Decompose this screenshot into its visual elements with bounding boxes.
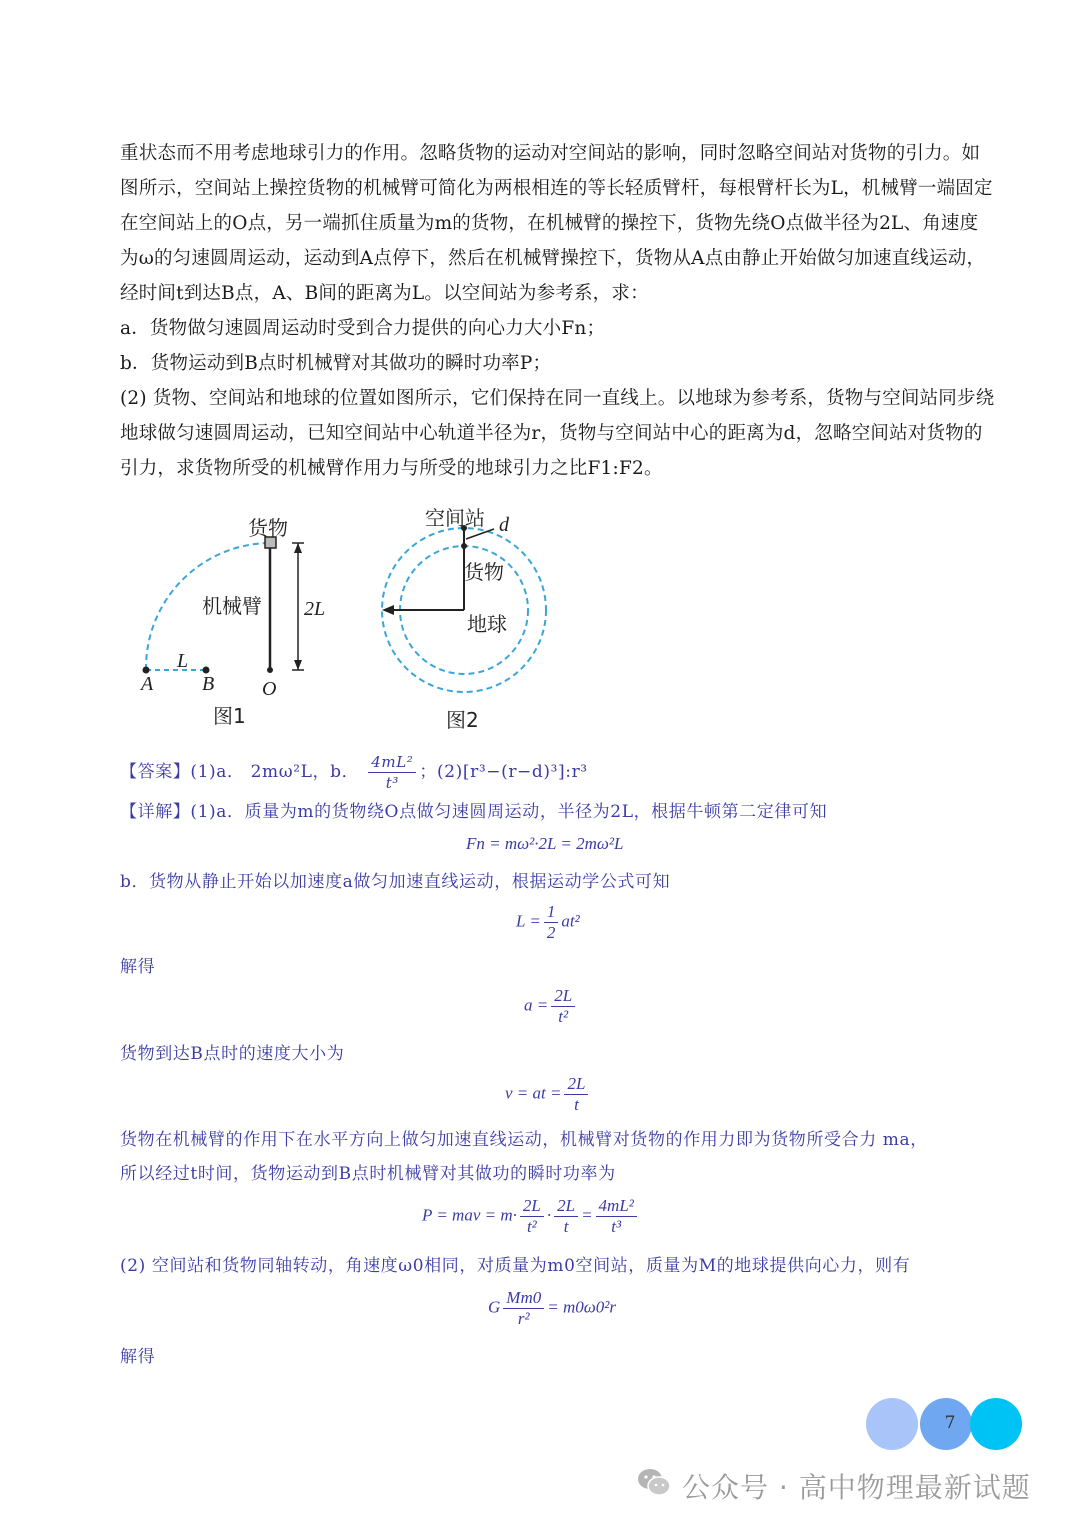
eq4-left: v = at = [505,1083,562,1103]
question-line: 在空间站上的O点，另一端抓住质量为m的货物，在机械臂的操控下，货物先绕O点做半径为2L、角速度 [120,213,979,234]
detail-line-4: 货物在机械臂的作用下在水平方向上做匀加速直线运动，机械臂对货物的作用力即为货物所受合力 ma， [120,1130,928,1150]
fig2-earth-label: 地球 [467,612,507,636]
eq6-num: Mm0 [503,1288,544,1309]
fig1-point-b: B [202,673,215,695]
arrow-head [382,605,394,615]
detail-text-1: (1)a．质量为m的货物绕O点做匀速圆周运动，半径为2L，根据牛顿第二定律可知 [190,802,828,822]
eq4-fraction [564,1074,588,1115]
question-line: 图所示，空间站上操控货物的机械臂可简化为两根相连的等长轻质臂杆，每根臂杆长为L，机械臂一端固定 [120,178,993,199]
eq4-num: 2L [564,1074,588,1095]
eq2-fraction [544,902,559,943]
eq6-fraction [503,1288,544,1329]
eq2-den: 2 [546,923,556,942]
answer-part1: (1)a． 2mω²L，b． [190,762,360,782]
eq5-fraction-1 [520,1196,544,1237]
badge-circle-left [866,1398,918,1450]
fig1-caption: 图1 [213,704,246,728]
eq5-f2-den: t [563,1217,569,1236]
point-o-dot [267,667,273,673]
eq2-right: at² [561,911,580,931]
fig2-distance-label: d [499,514,509,536]
dimension-arrow-bottom [294,660,302,670]
eq6-left: G [488,1297,501,1317]
detail-line-6: (2) 空间站和货物同轴转动，角速度ω0相同，对质量为m0空间站，质量为M的地球提供向心力，则有 [120,1256,911,1276]
eq5-fraction-2 [554,1196,578,1237]
detail-tag: 【详解】 [120,802,191,822]
detail-line-5: 所以经过t时间，货物运动到B点时机械臂对其做功的瞬时功率为 [120,1164,616,1184]
question-line: 为ω的匀速圆周运动，运动到A点停下，然后在机械臂操控下，货物从A点由静止开始做匀加速直线运动， [120,248,986,269]
question-line: b．货物运动到B点时机械臂对其做功的瞬时功率P； [120,353,552,374]
detail-line-2: b．货物从静止开始以加速度a做匀加速直线运动，根据运动学公式可知 [120,872,671,892]
equation-6 [488,1288,616,1329]
solve-label-1: 解得 [120,957,156,977]
question-line: 重状态而不用考虑地球引力的作用。忽略货物的运动对空间站的影响，同时忽略空间站对货物的引力。如 [120,143,981,164]
eq6-den: r² [517,1309,530,1328]
answer-fraction [368,752,416,793]
solve-label-2: 解得 [120,1347,156,1367]
equation-2 [516,902,580,943]
equation-5 [422,1196,640,1237]
answer-line [120,752,588,793]
detail-line-3: 货物到达B点时的速度大小为 [120,1044,345,1064]
eq5-fraction-3 [596,1196,637,1237]
wechat-icon [636,1466,672,1498]
equation-1: Fn = mω²·2L = 2mω²L [466,834,624,853]
answer-frac-den: t³ [385,774,399,792]
figure-2-diagram [370,515,560,700]
fig1-point-o: O [262,678,277,700]
eq5-f1-num: 2L [520,1196,544,1217]
question-line: a．货物做匀速圆周运动时受到合力提供的向心力大小Fn； [120,318,606,339]
cargo-dot [461,543,467,549]
eq5-f2-num: 2L [554,1196,578,1217]
equation-4 [505,1074,591,1115]
question-line: 引力，求货物所受的机械臂作用力与所受的地球引力之比F1:F2。 [120,458,663,479]
badge-circle-right [970,1398,1022,1450]
eq4-den: t [574,1095,579,1114]
account-watermark: 公众号 · 高中物理最新试题 [682,1471,1031,1504]
eq2-num: 1 [544,902,559,923]
fig2-caption: 图2 [446,708,479,732]
eq2-left: L = [516,911,541,931]
fig1-cargo-label: 货物 [248,516,288,540]
eq6-right: = m0ω0²r [547,1297,616,1317]
eq5-mid: · [546,1205,552,1225]
answer-tag: 【答案】 [120,762,191,782]
eq3-left: a = [524,995,549,1015]
eq5-f3-num: 4mL² [596,1196,637,1217]
eq3-fraction [551,986,575,1027]
eq5-f1-den: t² [526,1217,537,1236]
question-line: 经时间t到达B点，A、B间的距离为L。以空间站为参考系，求： [120,283,649,304]
eq5-eq: = [581,1205,593,1225]
equation-3 [524,986,578,1027]
eq3-num: 2L [551,986,575,1007]
fig2-station-label: 空间站 [425,506,485,530]
eq3-den: t² [558,1007,569,1026]
fig1-arm-label: 机械臂 [202,594,262,618]
question-line: (2) 货物、空间站和地球的位置如图所示，它们保持在同一直线上。以地球为参考系，货物与空间站同步绕 [120,388,995,409]
fig1-length-label: 2L [304,598,326,620]
fig1-point-a: A [141,673,154,695]
eq5-left: P = mav = m· [422,1205,517,1225]
fig2-cargo-label: 货物 [464,560,504,584]
answer-part2: ；(2)[r³−(r−d)³]:r³ [419,762,588,782]
answer-frac-num: 4mL² [368,752,416,773]
fig1-segment-label: L [177,650,189,672]
dimension-arrow-top [294,543,302,553]
detail-line-1 [120,800,827,824]
question-line: 地球做匀速圆周运动，已知空间站中心轨道半径为r，货物与空间站中心的距离为d，忽略空间站对货物的 [120,423,983,444]
page-number: 7 [944,1413,956,1433]
eq5-f3-den: t³ [611,1217,622,1236]
